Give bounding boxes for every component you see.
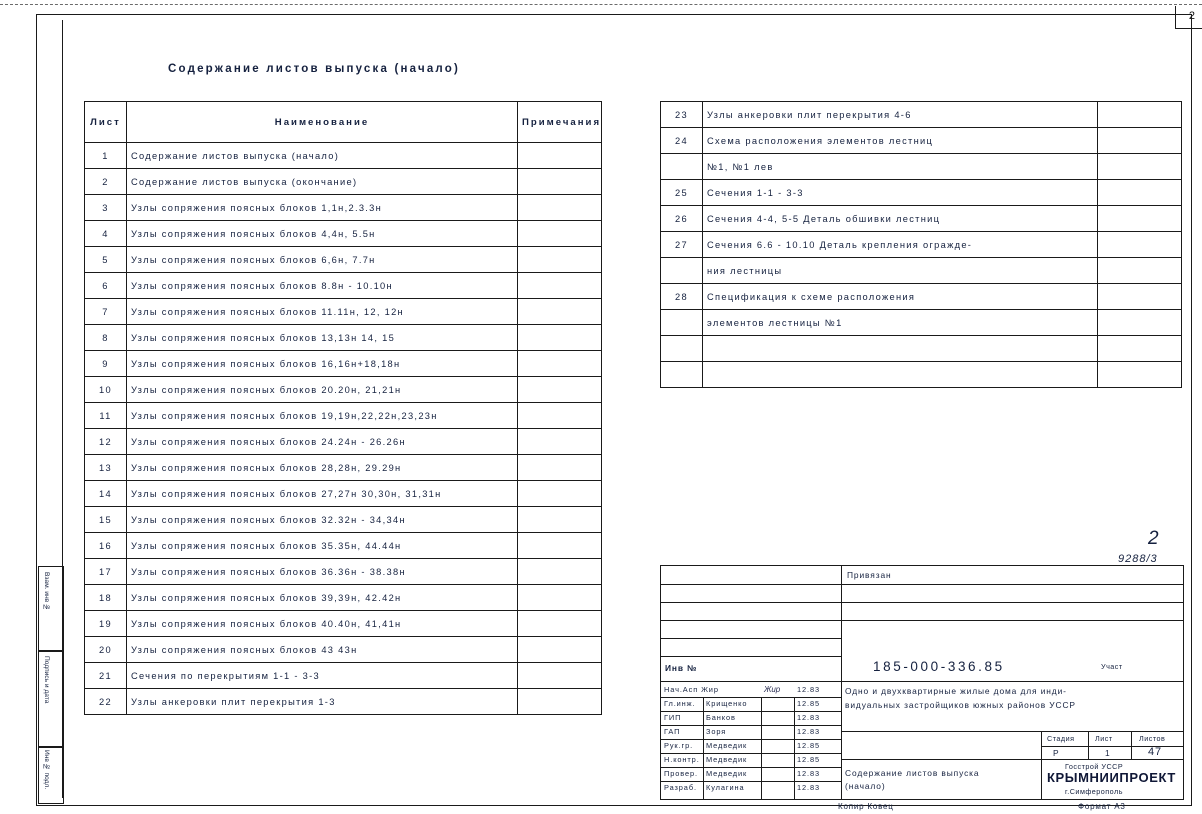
table-row (85, 689, 602, 715)
table-row (661, 102, 1182, 128)
row-name: Содержание листов выпуска (окончание) (127, 169, 518, 195)
row-note (518, 221, 602, 247)
stamp-role-name: Зоря (706, 727, 727, 736)
row-name: Узлы сопряжения поясных блоков 43 43н (127, 637, 518, 663)
row-note (1098, 336, 1182, 362)
row-name: Узлы сопряжения поясных блоков 4,4н, 5.5н (127, 221, 518, 247)
row-sheet-number: 16 (85, 533, 127, 559)
row-name: Схема расположения элементов лестниц (703, 128, 1098, 154)
row-note (518, 247, 602, 273)
row-sheet-number: 14 (85, 481, 127, 507)
row-name: Узлы сопряжения поясных блоков 39,39н, 42.42н (127, 585, 518, 611)
row-note (1098, 102, 1182, 128)
row-sheet-number: 2 (85, 169, 127, 195)
row-note (518, 273, 602, 299)
table-row (85, 403, 602, 429)
table-row (661, 154, 1182, 180)
inv-label: Инв № (665, 663, 698, 673)
row-name: Узлы сопряжения поясных блоков 28,28н, 29.29н (127, 455, 518, 481)
row-sheet-number (661, 258, 703, 284)
row-sheet-number: 24 (661, 128, 703, 154)
object-title: Одно и двухквартирные жилые дома для инди- (845, 686, 1067, 696)
row-name: Узлы сопряжения поясных блоков 11.11н, 12, 12н (127, 299, 518, 325)
row-name: Узлы анкеровки плит перекрытия 4-6 (703, 102, 1098, 128)
table-row (85, 299, 602, 325)
copier-note: Копир Ковец (838, 802, 894, 811)
title-block (660, 565, 1184, 800)
table-row (661, 284, 1182, 310)
row-sheet-number (661, 336, 703, 362)
stamp-date: 12.83 (797, 727, 820, 736)
row-sheet-number: 15 (85, 507, 127, 533)
sheets-value: 47 (1148, 746, 1163, 758)
row-sheet-number: 4 (85, 221, 127, 247)
corner-sheet-number: 2 (1188, 10, 1196, 22)
row-note (518, 611, 602, 637)
row-name: Узлы сопряжения поясных блоков 19,19н,22,22н,23,23н (127, 403, 518, 429)
row-note (518, 455, 602, 481)
margin-box-1 (38, 566, 64, 652)
row-sheet-number: 12 (85, 429, 127, 455)
table-row (85, 351, 602, 377)
row-name: Узлы сопряжения поясных блоков 16,16н+18,18н (127, 351, 518, 377)
row-name: Узлы сопряжения поясных блоков 35.35н, 44.44н (127, 533, 518, 559)
page-title: Содержание листов выпуска (начало) (168, 63, 461, 75)
stage-label: Стадия (1047, 734, 1075, 743)
table-row (85, 169, 602, 195)
privyazan-label: Привязан (847, 570, 892, 580)
stamp-role-label: Н.контр. (664, 755, 700, 764)
row-sheet-number: 9 (85, 351, 127, 377)
table-row (85, 143, 602, 169)
row-sheet-number: 21 (85, 663, 127, 689)
row-name: Узлы сопряжения поясных блоков 24.24н - 26.26н (127, 429, 518, 455)
stamp-role-name: Медведик (706, 769, 748, 778)
table-header-row (85, 102, 602, 143)
stamp-role-name: Банков (706, 713, 736, 722)
stamp-date: 12.85 (797, 699, 820, 708)
table-row (85, 221, 602, 247)
row-sheet-number: 8 (85, 325, 127, 351)
row-sheet-number: 3 (85, 195, 127, 221)
row-name: Узлы сопряжения поясных блоков 8.8н - 10.10н (127, 273, 518, 299)
row-note (1098, 284, 1182, 310)
row-note (1098, 180, 1182, 206)
stamp-role-label: Нач.Асп Жир (664, 685, 719, 694)
table-row (661, 180, 1182, 206)
stamp-role-name: Кулагина (706, 783, 745, 792)
stamp-role-name: Медведик (706, 755, 748, 764)
table-row (85, 325, 602, 351)
table-row (85, 507, 602, 533)
row-note (518, 195, 602, 221)
table-row (85, 377, 602, 403)
top-edge-mark (0, 4, 1202, 10)
row-note (518, 507, 602, 533)
row-sheet-number: 6 (85, 273, 127, 299)
table-row (661, 232, 1182, 258)
table-row (661, 258, 1182, 284)
stamp-signature: Жир (764, 685, 781, 694)
table-row (661, 206, 1182, 232)
th-note: Примечания (518, 102, 602, 143)
margin-label-1: Взам. инв № (43, 572, 50, 611)
table-row (85, 455, 602, 481)
stage-value: Р (1053, 748, 1060, 758)
stamp-role-label: ГИП (664, 713, 682, 722)
table-row (661, 362, 1182, 388)
stamp-date: 12.85 (797, 755, 820, 764)
stamp-role-label: Провер. (664, 769, 698, 778)
doc-title: Содержание листов выпуска (845, 768, 980, 778)
margin-label-2: Подпись и дата (43, 656, 50, 704)
row-name: ния лестницы (703, 258, 1098, 284)
stamp-date: 12.83 (797, 769, 820, 778)
sheets-label: Листов (1139, 734, 1166, 743)
stamp-role-label: Рук.гр. (664, 741, 694, 750)
row-name: Сечения 4-4, 5-5 Деталь обшивки лестниц (703, 206, 1098, 232)
row-note (518, 351, 602, 377)
row-note (518, 169, 602, 195)
table-row (85, 273, 602, 299)
row-sheet-number: 23 (661, 102, 703, 128)
row-name: Узлы сопряжения поясных блоков 27,27н 30,30н, 31,31н (127, 481, 518, 507)
table-row (85, 247, 602, 273)
row-name (703, 362, 1098, 388)
stamp-date: 12.85 (797, 741, 820, 750)
table-row (661, 128, 1182, 154)
sheet-sub-number: 9288/3 (1118, 553, 1158, 565)
row-name: Сечения по перекрытиям 1-1 - 3-3 (127, 663, 518, 689)
table-row (85, 429, 602, 455)
row-name: Узлы сопряжения поясных блоков 20.20н, 21,21н (127, 377, 518, 403)
row-name: Сечения 1-1 - 3-3 (703, 180, 1098, 206)
row-name: №1, №1 лев (703, 154, 1098, 180)
th-name: Наименование (127, 102, 518, 143)
row-note (518, 403, 602, 429)
row-sheet-number: 22 (85, 689, 127, 715)
table-row (661, 310, 1182, 336)
row-note (518, 663, 602, 689)
sheet-value: 1 (1105, 748, 1111, 758)
contents-table-right (660, 101, 1182, 388)
stamp-role-label: Разраб. (664, 783, 697, 792)
object-title-2: видуальных застройщиков южных районов УССР (845, 700, 1076, 710)
row-sheet-number: 1 (85, 143, 127, 169)
margin-box-2 (38, 650, 64, 748)
stamp-date: 12.83 (797, 783, 820, 792)
row-name: Узлы сопряжения поясных блоков 1,1н,2.3.3н (127, 195, 518, 221)
row-name: Узлы сопряжения поясных блоков 40.40н, 41,41н (127, 611, 518, 637)
row-sheet-number: 28 (661, 284, 703, 310)
row-sheet-number: 7 (85, 299, 127, 325)
row-name: Содержание листов выпуска (начало) (127, 143, 518, 169)
format-note: Формат А3 (1078, 802, 1126, 811)
row-name (703, 336, 1098, 362)
row-note (1098, 206, 1182, 232)
row-name: Узлы сопряжения поясных блоков 32.32н - 34,34н (127, 507, 518, 533)
row-sheet-number (661, 310, 703, 336)
row-note (518, 299, 602, 325)
row-sheet-number: 13 (85, 455, 127, 481)
row-sheet-number: 18 (85, 585, 127, 611)
sheet-big-number: 2 (1148, 528, 1159, 549)
stamp-role-name: Крищенко (706, 699, 748, 708)
org-name: КРЫМНИИПРОЕКТ (1047, 770, 1176, 785)
row-note (518, 481, 602, 507)
row-note (518, 585, 602, 611)
table-row (85, 533, 602, 559)
table-row (85, 585, 602, 611)
table-row (85, 559, 602, 585)
row-name: Спецификация к схеме расположения (703, 284, 1098, 310)
row-note (1098, 232, 1182, 258)
row-name: Сечения 6.6 - 10.10 Деталь крепления ограждe- (703, 232, 1098, 258)
row-sheet-number: 11 (85, 403, 127, 429)
row-name: элементов лестницы №1 (703, 310, 1098, 336)
row-sheet-number: 17 (85, 559, 127, 585)
row-name: Узлы сопряжения поясных блоков 36.36н - 38.38н (127, 559, 518, 585)
row-sheet-number: 26 (661, 206, 703, 232)
row-name: Узлы сопряжения поясных блоков 6,6н, 7.7н (127, 247, 518, 273)
row-note (518, 377, 602, 403)
table-row (661, 336, 1182, 362)
margin-box-3 (38, 746, 64, 804)
row-name: Узлы анкеровки плит перекрытия 1-3 (127, 689, 518, 715)
row-note (1098, 154, 1182, 180)
row-note (518, 533, 602, 559)
row-sheet-number: 25 (661, 180, 703, 206)
table-row (85, 195, 602, 221)
stamp-date: 12.83 (797, 685, 820, 694)
stamp-date: 12.83 (797, 713, 820, 722)
row-note (518, 143, 602, 169)
row-note (518, 429, 602, 455)
sheet-label: Лист (1095, 734, 1113, 743)
row-note (1098, 362, 1182, 388)
row-sheet-number: 20 (85, 637, 127, 663)
row-sheet-number: 27 (661, 232, 703, 258)
row-sheet-number: 5 (85, 247, 127, 273)
row-note (518, 559, 602, 585)
row-sheet-number: 10 (85, 377, 127, 403)
th-sheet: Лист (85, 102, 127, 143)
contents-table-left (84, 101, 602, 715)
stamp-role-name: Медведик (706, 741, 748, 750)
row-note (518, 325, 602, 351)
project-code: 185-000-336.85 (873, 659, 1005, 674)
row-name: Узлы сопряжения поясных блоков 13,13н 14, 15 (127, 325, 518, 351)
row-note (1098, 310, 1182, 336)
row-note (1098, 258, 1182, 284)
stamp-role-label: Гл.инж. (664, 699, 696, 708)
table-row (85, 663, 602, 689)
org-head: Госстрой УССР (1065, 762, 1124, 771)
org-city: г.Симферополь (1065, 787, 1123, 796)
table-row (85, 481, 602, 507)
row-sheet-number: 19 (85, 611, 127, 637)
margin-label-3: Инв № подл. (43, 750, 50, 790)
table-row (85, 637, 602, 663)
row-note (518, 637, 602, 663)
row-note (518, 689, 602, 715)
uchast-label: Участ (1101, 662, 1123, 671)
table-row (85, 611, 602, 637)
row-note (1098, 128, 1182, 154)
row-sheet-number (661, 362, 703, 388)
stamp-role-label: ГАП (664, 727, 681, 736)
row-sheet-number (661, 154, 703, 180)
doc-title-2: (начало) (845, 781, 886, 791)
